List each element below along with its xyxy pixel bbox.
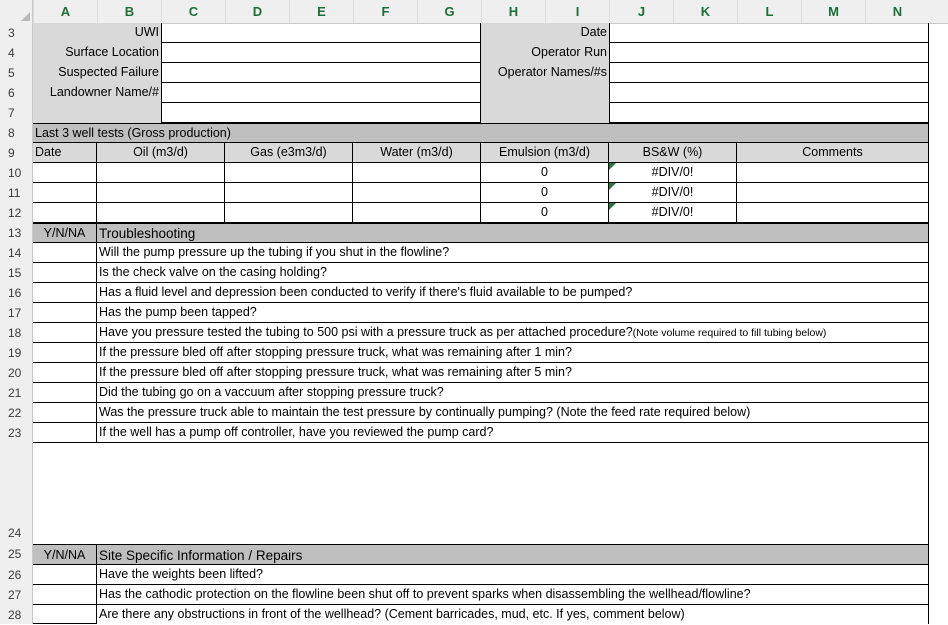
site-question: Has the cathodic protection on the flowline been shut off to prevent sparks when disassembling the wellhead/flowline? xyxy=(97,585,929,605)
row-header[interactable]: 19 xyxy=(8,346,22,360)
well-tests-title: Last 3 well tests (Gross production) xyxy=(33,123,929,143)
row-header[interactable]: 28 xyxy=(8,608,22,622)
troubleshooting-question: Is the check valve on the casing holding? xyxy=(97,263,929,283)
surface-location-label: Surface Location xyxy=(65,45,159,59)
operator-run-input[interactable] xyxy=(609,43,929,63)
operator-names-input[interactable] xyxy=(609,63,929,83)
site-answer-cell[interactable] xyxy=(33,565,97,585)
column-header-b[interactable]: B xyxy=(97,0,161,23)
troubleshooting-title: Troubleshooting xyxy=(97,223,929,243)
well-test-oil-cell[interactable] xyxy=(97,183,225,203)
well-test-water-cell[interactable] xyxy=(353,163,481,183)
troubleshooting-question: Was the pressure truck able to maintain the test pressure by continually pumping? (Note the feed rate required below) xyxy=(97,403,929,423)
uwi-input[interactable] xyxy=(161,23,481,43)
row-header[interactable]: 12 xyxy=(8,206,22,220)
column-header-f[interactable]: F xyxy=(353,0,417,23)
row-header[interactable]: 27 xyxy=(8,588,22,602)
troubleshooting-question: If the pressure bled off after stopping pressure truck, what was remaining after 1 min? xyxy=(97,343,929,363)
troubleshooting-answer-cell[interactable] xyxy=(33,283,97,303)
row-header[interactable]: 5 xyxy=(8,66,15,80)
well-test-comments-cell[interactable] xyxy=(737,203,929,223)
troubleshooting-answer-cell[interactable] xyxy=(33,343,97,363)
column-header-h[interactable]: H xyxy=(481,0,545,23)
row-header[interactable]: 7 xyxy=(8,106,15,120)
troubleshooting-answer-cell[interactable] xyxy=(33,243,97,263)
troubleshooting-note: (Note volume required to fill tubing below) xyxy=(632,327,827,339)
site-title: Site Specific Information / Repairs xyxy=(97,544,929,565)
well-test-col-gas: Gas (e3m3/d) xyxy=(225,143,353,163)
row-header[interactable]: 6 xyxy=(8,86,15,100)
troubleshooting-question: Has the pump been tapped? xyxy=(97,303,929,323)
row-header[interactable]: 13 xyxy=(8,226,22,240)
column-header-m[interactable]: M xyxy=(801,0,865,23)
troubleshooting-question-row xyxy=(97,323,929,343)
well-test-comments-cell[interactable] xyxy=(737,163,929,183)
troubleshooting-answer-cell[interactable] xyxy=(33,323,97,343)
column-header-c[interactable]: C xyxy=(161,0,225,23)
column-header-e[interactable]: E xyxy=(289,0,353,23)
troubleshooting-question: If the well has a pump off controller, have you reviewed the pump card? xyxy=(97,423,929,443)
troubleshooting-answer-cell[interactable] xyxy=(33,383,97,403)
troubleshooting-question: Have you pressure tested the tubing to 500 psi with a pressure truck as per attached procedure? xyxy=(99,325,633,339)
row-header[interactable]: 16 xyxy=(8,286,22,300)
column-header-d[interactable]: D xyxy=(225,0,289,23)
row-header[interactable]: 24 xyxy=(8,526,22,540)
form-right-border xyxy=(928,23,929,624)
column-header-i[interactable]: I xyxy=(545,0,609,23)
landowner-label: Landowner Name/# xyxy=(49,85,159,99)
operator-names-label: Operator Names/#s xyxy=(497,65,607,79)
landowner-input-2[interactable] xyxy=(161,103,481,123)
troubleshooting-answer-cell[interactable] xyxy=(33,423,97,443)
well-test-comments-cell[interactable] xyxy=(737,183,929,203)
site-yn-header: Y/N/NA xyxy=(33,544,97,565)
troubleshooting-yn-header: Y/N/NA xyxy=(33,223,97,243)
row-header[interactable]: 22 xyxy=(8,406,22,420)
troubleshooting-question: Has a fluid level and depression been conducted to verify if there's fluid available to be pumped? xyxy=(97,283,929,303)
well-test-gas-cell[interactable] xyxy=(225,203,353,223)
row-header[interactable]: 14 xyxy=(8,246,22,260)
row-header[interactable]: 23 xyxy=(8,426,22,440)
select-all-corner[interactable] xyxy=(0,0,33,23)
row-header[interactable]: 3 xyxy=(8,26,15,40)
column-header-k[interactable]: K xyxy=(673,0,737,23)
row-header[interactable]: 17 xyxy=(8,306,22,320)
column-header-l[interactable]: L xyxy=(737,0,801,23)
column-header-g[interactable]: G xyxy=(417,0,481,23)
site-answer-cell[interactable] xyxy=(33,585,97,605)
troubleshooting-question: If the pressure bled off after stopping pressure truck, what was remaining after 5 min? xyxy=(97,363,929,383)
row-header-bar xyxy=(0,23,33,624)
row-header[interactable]: 8 xyxy=(8,126,15,140)
well-test-oil-cell[interactable] xyxy=(97,163,225,183)
well-test-bsw-cell[interactable]: #DIV/0! xyxy=(609,163,737,183)
row-header[interactable]: 10 xyxy=(8,166,22,180)
suspected-failure-label: Suspected Failure xyxy=(58,65,159,79)
column-header-j[interactable]: J xyxy=(609,0,673,23)
surface-location-input[interactable] xyxy=(161,43,481,63)
well-test-col-water: Water (m3/d) xyxy=(353,143,481,163)
row-header[interactable]: 11 xyxy=(8,186,21,200)
well-test-date-cell[interactable] xyxy=(33,163,97,183)
column-header-bar xyxy=(0,0,948,24)
uwi-label: UWI xyxy=(134,25,159,39)
row-header[interactable]: 4 xyxy=(8,46,15,60)
operator-names-input-3[interactable] xyxy=(609,103,929,123)
operator-names-input-2[interactable] xyxy=(609,83,929,103)
troubleshooting-answer-cell[interactable] xyxy=(33,263,97,283)
well-test-gas-cell[interactable] xyxy=(225,163,353,183)
site-question: Are there any obstructions in front of the wellhead? (Cement barricades, mud, etc. If yes, comment below) xyxy=(99,607,685,621)
date-label: Date xyxy=(580,25,607,39)
well-test-bsw-cell[interactable]: #DIV/0! xyxy=(609,203,737,223)
well-test-col-oil: Oil (m3/d) xyxy=(97,143,225,163)
row-header[interactable]: 20 xyxy=(8,366,22,380)
well-test-oil-cell[interactable] xyxy=(97,203,225,223)
date-input[interactable] xyxy=(609,23,929,43)
operator-run-label: Operator Run xyxy=(531,45,607,59)
well-test-emulsion-cell[interactable]: 0 xyxy=(481,203,609,223)
well-test-col-bsw: BS&W (%) xyxy=(609,143,737,163)
well-test-date-cell[interactable] xyxy=(33,203,97,223)
troubleshooting-answer-cell[interactable] xyxy=(33,303,97,323)
well-test-water-cell[interactable] xyxy=(353,203,481,223)
row-header[interactable]: 26 xyxy=(8,568,22,582)
troubleshooting-comments-area[interactable] xyxy=(33,443,929,544)
column-header-a[interactable]: A xyxy=(33,0,97,23)
row-header[interactable]: 15 xyxy=(8,266,22,280)
row-header[interactable]: 21 xyxy=(8,386,22,400)
well-test-col-comments: Comments xyxy=(737,143,929,163)
well-test-emulsion-cell[interactable]: 0 xyxy=(481,183,609,203)
site-question: Have the weights been lifted? xyxy=(97,565,929,585)
troubleshooting-question: Did the tubing go on a vaccuum after stopping pressure truck? xyxy=(97,383,929,403)
row-header[interactable]: 25 xyxy=(8,547,22,561)
well-test-date-cell[interactable] xyxy=(33,183,97,203)
well-test-water-cell[interactable] xyxy=(353,183,481,203)
well-test-gas-cell[interactable] xyxy=(225,183,353,203)
well-test-col-date: Date xyxy=(33,143,97,163)
landowner-input[interactable] xyxy=(161,83,481,103)
site-answer-cell[interactable] xyxy=(33,605,97,624)
row-header[interactable]: 18 xyxy=(8,326,22,340)
well-test-emulsion-cell[interactable]: 0 xyxy=(481,163,609,183)
troubleshooting-answer-cell[interactable] xyxy=(33,363,97,383)
well-test-col-emulsion: Emulsion (m3/d) xyxy=(481,143,609,163)
troubleshooting-question: Will the pump pressure up the tubing if you shut in the flowline? xyxy=(97,243,929,263)
well-test-bsw-cell[interactable]: #DIV/0! xyxy=(609,183,737,203)
troubleshooting-answer-cell[interactable] xyxy=(33,403,97,423)
row-header[interactable]: 9 xyxy=(8,146,15,160)
suspected-failure-input[interactable] xyxy=(161,63,481,83)
column-header-n[interactable]: N xyxy=(865,0,929,23)
